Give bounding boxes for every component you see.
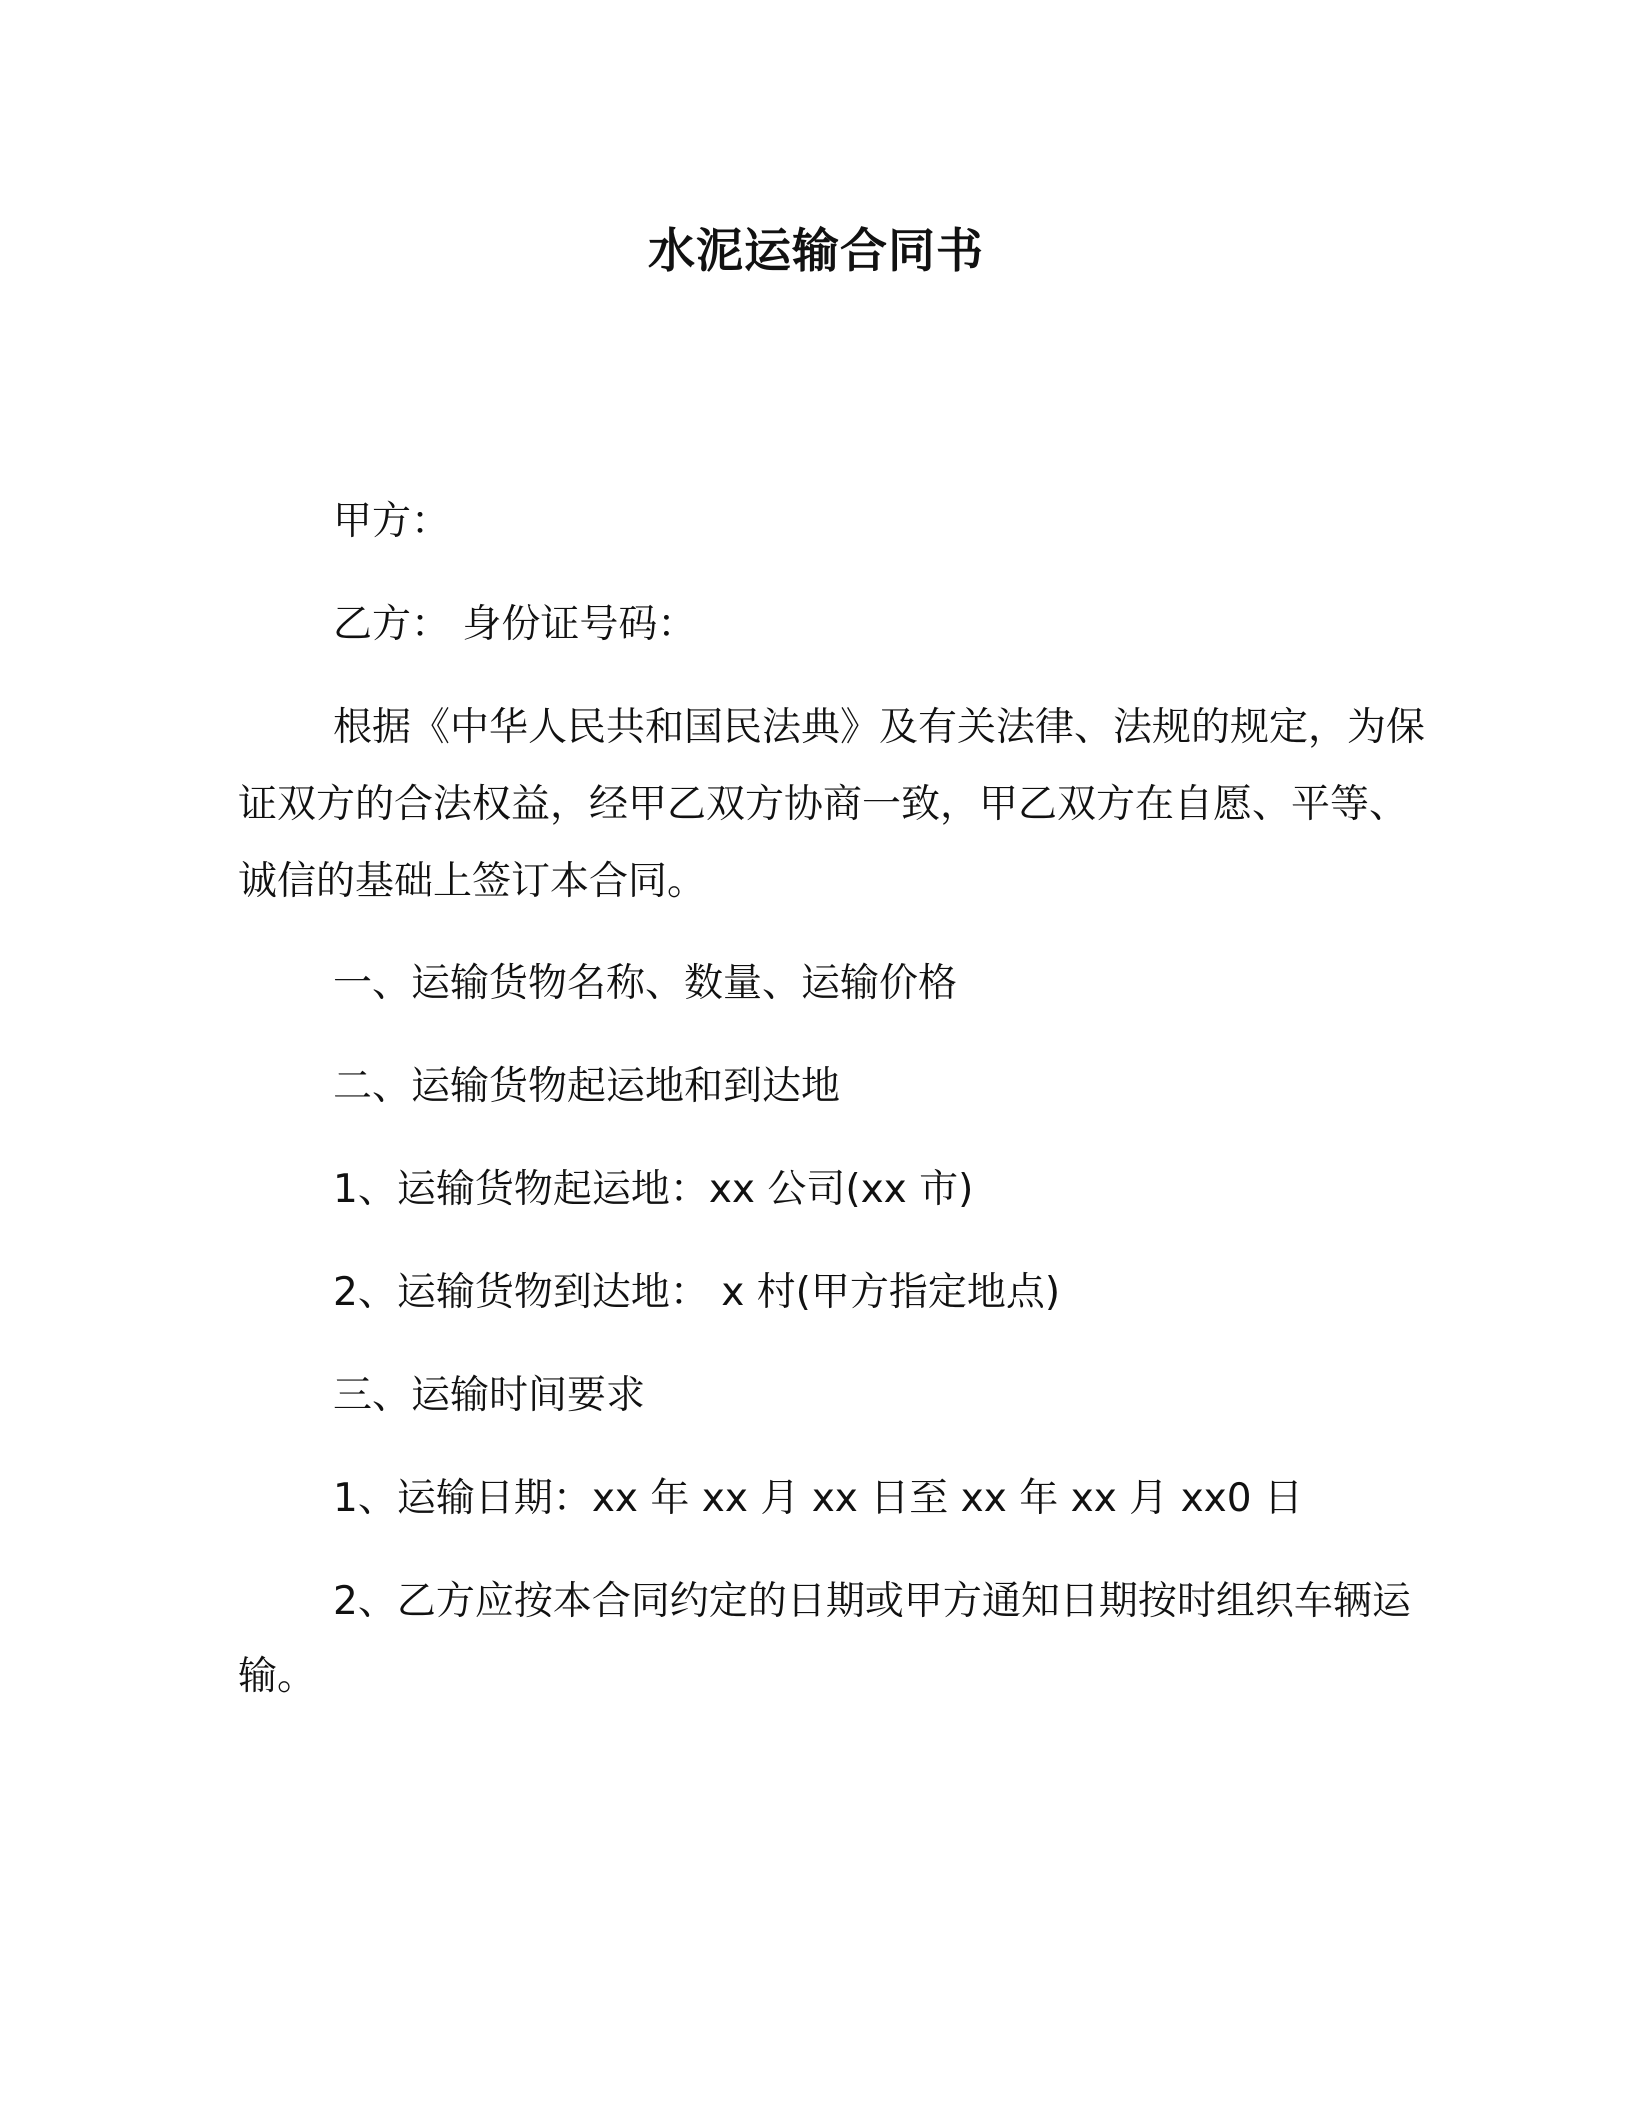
section-3-item-1: 1、运输日期：xx 年 xx 月 xx 日至 xx 年 xx 月 xx0 日 (333, 1476, 1303, 1521)
party-b-line: 乙方： 身份证号码： (333, 602, 697, 647)
preamble-line-3: 诚信的基础上签订本合同。 (238, 859, 707, 904)
section-3-item-2-line-1: 2、乙方应按本合同约定的日期或甲方通知日期按时组织车辆运 (333, 1579, 1411, 1624)
preamble-line-1: 根据《中华人民共和国民法典》及有关法律、法规的规定，为保 (333, 705, 1426, 750)
section-1-heading: 一、运输货物名称、数量、运输价格 (333, 961, 958, 1006)
section-3-item-2-line-2: 输。 (238, 1654, 317, 1699)
document-title: 水泥运输合同书 (648, 224, 984, 279)
section-2-item-1: 1、运输货物起运地：xx 公司(xx 市) (333, 1167, 974, 1212)
preamble-line-2: 证双方的合法权益，经甲乙双方协商一致，甲乙双方在自愿、平等、 (238, 782, 1409, 827)
section-3-heading: 三、运输时间要求 (333, 1373, 646, 1418)
section-2-heading: 二、运输货物起运地和到达地 (333, 1064, 841, 1109)
section-2-item-2: 2、运输货物到达地： x 村(甲方指定地点) (333, 1270, 1061, 1315)
party-a-line: 甲方： (333, 499, 451, 544)
